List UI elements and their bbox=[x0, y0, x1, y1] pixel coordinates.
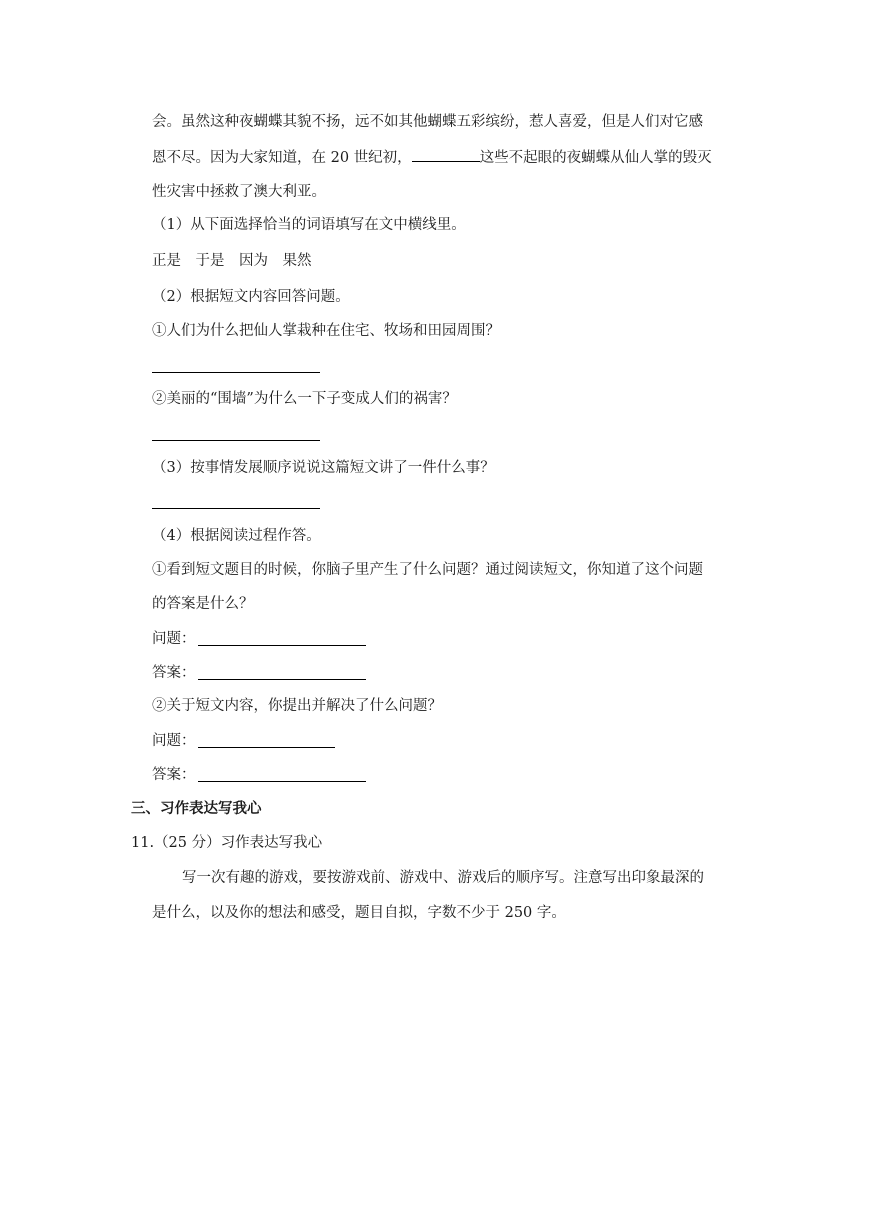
q4-sub1-question-line[interactable] bbox=[198, 645, 366, 646]
q2-prompt: （2）根据短文内容回答问题。 bbox=[152, 289, 350, 305]
q1-prompt: （1）从下面选择恰当的词语填写在文中横线里。 bbox=[152, 217, 466, 233]
q4-sub2-question-line[interactable] bbox=[198, 747, 335, 748]
q4-prompt: （4）根据阅读过程作答。 bbox=[152, 528, 321, 544]
q2-sub2: ②美丽的“围墙”为什么一下子变成人们的祸害？ bbox=[152, 391, 457, 407]
writing-prompt-line-1: 写一次有趣的游戏，要按游戏前、游戏中、游戏后的顺序写。注意写出印象最深的 bbox=[182, 870, 704, 886]
q1-word-options: 正是 于是 因为 果然 bbox=[152, 253, 312, 269]
q2-sub1: ①人们为什么把仙人掌栽种在住宅、牧场和田园周围？ bbox=[152, 323, 500, 339]
q2-sub1-answer-line[interactable] bbox=[152, 372, 320, 373]
q4-sub2-answer-line[interactable] bbox=[198, 781, 366, 782]
passage-line-3: 性灾害中拯救了澳大利亚。 bbox=[152, 184, 326, 200]
q4-sub1-answer-line[interactable] bbox=[198, 679, 366, 680]
q2-sub2-answer-line[interactable] bbox=[152, 440, 320, 441]
q4-sub1-question-label: 问题： bbox=[152, 631, 196, 647]
passage-line-1: 会。虽然这种夜蝴蝶其貌不扬，远不如其他蝴蝶五彩缤纷，惹人喜爱，但是人们对它感 bbox=[152, 114, 703, 130]
q4-sub1-line-2: 的答案是什么？ bbox=[152, 596, 254, 612]
passage-blank[interactable] bbox=[412, 147, 480, 162]
section-3-heading: 三、习作表达写我心 bbox=[131, 801, 262, 817]
q4-sub1-answer-label: 答案： bbox=[152, 665, 196, 681]
passage-line-2 bbox=[152, 147, 712, 168]
q4-sub2-answer-label: 答案： bbox=[152, 767, 196, 783]
writing-prompt-line-2: 是什么，以及你的想法和感受，题目自拟，字数不少于 250 字。 bbox=[152, 905, 566, 921]
passage-line-2-end: 这些不起眼的夜蝴蝶从仙人掌的毁灭 bbox=[479, 150, 712, 166]
q3-prompt: （3）按事情发展顺序说说这篇短文讲了一件什么事？ bbox=[152, 460, 495, 476]
q4-sub2: ②关于短文内容，你提出并解决了什么问题？ bbox=[152, 698, 442, 714]
passage-line-2-start: 恩不尽。因为大家知道，在 20 世纪初， bbox=[152, 150, 412, 166]
q4-sub1-line-1: ①看到短文题目的时候，你脑子里产生了什么问题？通过阅读短文，你知道了这个问题 bbox=[152, 562, 703, 578]
q3-answer-line[interactable] bbox=[152, 508, 320, 509]
q4-sub2-question-label: 问题： bbox=[152, 733, 196, 749]
item-11-title: 11.（25 分）习作表达写我心 bbox=[131, 835, 323, 851]
